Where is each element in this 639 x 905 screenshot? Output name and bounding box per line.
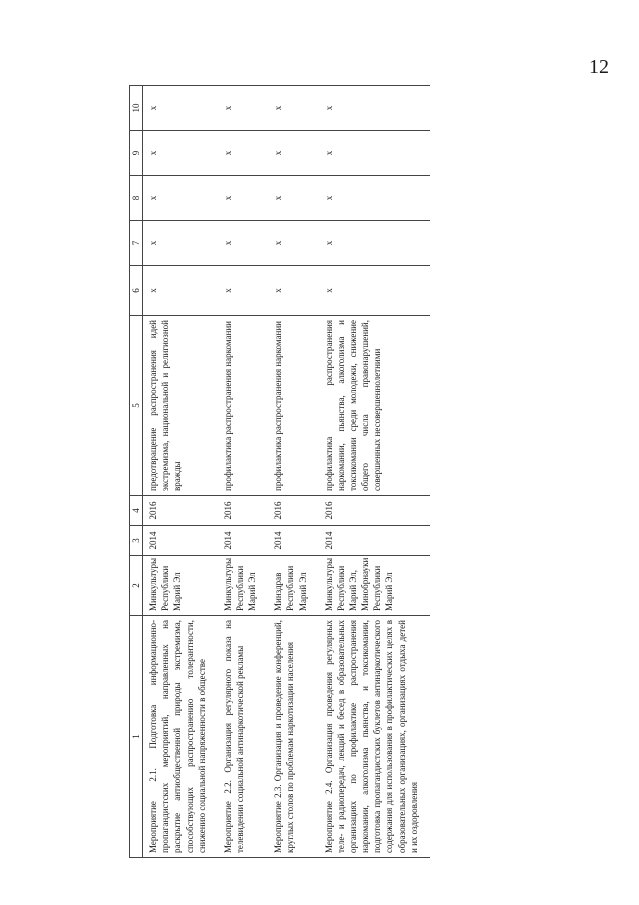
mark-cell: x bbox=[143, 266, 218, 316]
column-header: 5 bbox=[130, 316, 143, 496]
column-header: 4 bbox=[130, 496, 143, 526]
mark-cell: x bbox=[143, 86, 218, 131]
column-header: 10 bbox=[130, 86, 143, 131]
mark-cell: x bbox=[319, 86, 430, 131]
mark-cell: x bbox=[268, 221, 318, 266]
end-year-cell: 2016 bbox=[218, 496, 268, 526]
column-header: 7 bbox=[130, 221, 143, 266]
executor-cell: Минкультуры Республики Марий Эл, Минобрнауки Республики Марий Эл bbox=[319, 556, 430, 616]
mark-cell: x bbox=[319, 221, 430, 266]
executor-cell: Минздрав Республики Марий Эл bbox=[268, 556, 318, 616]
mark-cell: x bbox=[268, 131, 318, 176]
mark-cell: x bbox=[268, 176, 318, 221]
table-row bbox=[268, 86, 318, 858]
column-number-row bbox=[130, 86, 143, 858]
column-header: 1 bbox=[130, 616, 143, 858]
end-year-cell: 2016 bbox=[143, 496, 218, 526]
mark-cell: x bbox=[268, 266, 318, 316]
executor-cell: Минкультуры Республики Марий Эл bbox=[143, 556, 218, 616]
result-cell: профилактика распространения наркомании, пьянства, алкоголизма и токсикомании среди молодежи, снижение общего числа правонарушений, совершенных несовершеннолетними bbox=[319, 316, 430, 496]
mark-cell: x bbox=[143, 176, 218, 221]
start-year-cell: 2014 bbox=[218, 526, 268, 556]
measure-cell: Мероприятие 2.4. Организация проведения регулярных теле- и радиопередач, лекций и бесед в образовательных организациях по профилактике распространения наркомании, алкоголизма пьянства, и токсикомании, подготовка пропагандистских буклетов антинаркотического содержания для использования в профилактических целях в образовательных организациях, организациях отдыха детей и их оздоровления bbox=[319, 616, 430, 858]
mark-cell: x bbox=[268, 86, 318, 131]
column-header: 3 bbox=[130, 526, 143, 556]
page-number: 12 bbox=[589, 56, 609, 78]
table-row bbox=[319, 86, 430, 858]
program-measures-table bbox=[129, 85, 430, 858]
executor-cell: Минкультуры Республики Марий Эл bbox=[218, 556, 268, 616]
column-header: 2 bbox=[130, 556, 143, 616]
table-row bbox=[218, 86, 268, 858]
result-cell: предотвращение распространения идей экстремизма, национальной и религиозной вражды bbox=[143, 316, 218, 496]
result-cell: профилактика распространения наркомании bbox=[268, 316, 318, 496]
mark-cell: x bbox=[218, 86, 268, 131]
mark-cell: x bbox=[218, 221, 268, 266]
start-year-cell: 2014 bbox=[268, 526, 318, 556]
start-year-cell: 2014 bbox=[143, 526, 218, 556]
column-header: 6 bbox=[130, 266, 143, 316]
measure-cell: Мероприятие 2.1. Подготовка информационно-пропагандистских мероприятий, направленных на раскрытие антиобщественной природы экстремизма, способствующих распространению толерантности, снижению социальной напряженности в обществе bbox=[143, 616, 218, 858]
mark-cell: x bbox=[143, 221, 218, 266]
program-table-rotated bbox=[129, 86, 639, 858]
table-row bbox=[143, 86, 218, 858]
end-year-cell: 2016 bbox=[319, 496, 430, 526]
mark-cell: x bbox=[319, 176, 430, 221]
measure-cell: Мероприятие 2.3. Организация и проведение конференций, круглых столов по проблемам наркотизации населения bbox=[268, 616, 318, 858]
column-header: 9 bbox=[130, 131, 143, 176]
end-year-cell: 2016 bbox=[268, 496, 318, 526]
column-header: 8 bbox=[130, 176, 143, 221]
mark-cell: x bbox=[143, 131, 218, 176]
mark-cell: x bbox=[218, 131, 268, 176]
mark-cell: x bbox=[319, 266, 430, 316]
mark-cell: x bbox=[319, 131, 430, 176]
mark-cell: x bbox=[218, 176, 268, 221]
result-cell: профилактика распространения наркомании bbox=[218, 316, 268, 496]
start-year-cell: 2014 bbox=[319, 526, 430, 556]
mark-cell: x bbox=[218, 266, 268, 316]
measure-cell: Мероприятие 2.2. Организация регулярного показа на телевидении социальной антинаркотической рекламы bbox=[218, 616, 268, 858]
